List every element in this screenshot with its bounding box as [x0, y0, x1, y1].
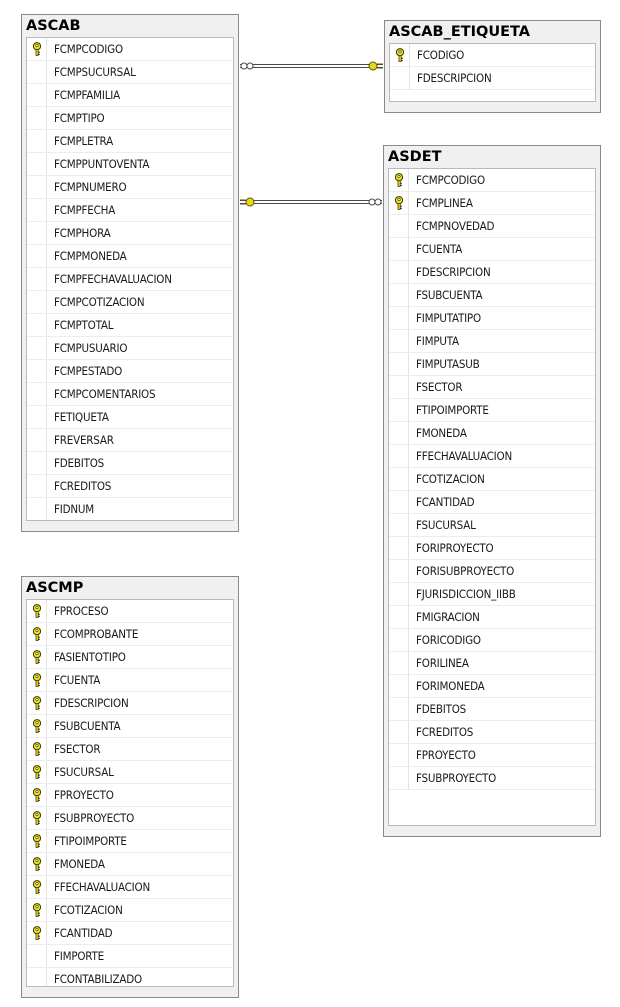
column-name: FCONTABILIZADO [54, 972, 142, 986]
relationship-ascab-to-asdet[interactable] [240, 198, 382, 206]
column-name: FFECHAVALUACION [416, 449, 512, 463]
column-name: FETIQUETA [54, 410, 109, 424]
column-name: FSECTOR [416, 380, 463, 394]
column-name: FIDNUM [54, 502, 95, 516]
table-title: ASDET [388, 149, 442, 165]
column-name: FMONEDA [416, 426, 467, 440]
column-name: FCMPLETRA [54, 134, 113, 148]
column-name: FSUBCUENTA [416, 288, 483, 302]
column-name: FCANTIDAD [54, 926, 113, 940]
column-name: FCODIGO [417, 48, 465, 62]
column-name: FPROYECTO [54, 788, 114, 802]
many-end-icon [369, 199, 381, 205]
column-name: FIMPUTATIPO [416, 311, 481, 325]
column-name: FTIPOIMPORTE [54, 834, 127, 848]
column-name: FDEBITOS [54, 456, 105, 470]
column-name: FCOMPROBANTE [54, 627, 139, 641]
column-name: FCREDITOS [416, 725, 474, 739]
column-name: FCREDITOS [54, 479, 112, 493]
column-name: FORIPROYECTO [416, 541, 494, 555]
column-name: FCUENTA [416, 242, 463, 256]
column-name: FCMPCOMENTARIOS [54, 387, 156, 401]
column-name: FSUBPROYECTO [416, 771, 497, 785]
column-name: FIMPUTA [416, 334, 459, 348]
column-name: FSECTOR [54, 742, 101, 756]
column-name: FCMPSUCURSAL [54, 65, 136, 79]
column-name: FCMPFAMILIA [54, 88, 120, 102]
column-name: FCMPFECHAVALUACION [54, 272, 172, 286]
column-name: FTIPOIMPORTE [416, 403, 489, 417]
column-name: FCMPHORA [54, 226, 111, 240]
column-name: FPROYECTO [416, 748, 476, 762]
column-name: FSUCURSAL [416, 518, 476, 532]
column-name: FCMPESTADO [54, 364, 123, 378]
column-name: FDEBITOS [416, 702, 467, 716]
column-name: FCUENTA [54, 673, 101, 687]
table-title: ASCAB [26, 18, 81, 34]
many-end-icon [241, 63, 253, 69]
column-name: FCMPTOTAL [54, 318, 114, 332]
column-name: FCANTIDAD [416, 495, 475, 509]
column-name: FJURISDICCION_IIBB [416, 587, 516, 601]
column-name: FCMPNOVEDAD [416, 219, 495, 233]
column-name: FIMPORTE [54, 949, 104, 963]
column-name: FIMPUTASUB [416, 357, 480, 371]
column-name: FCMPNUMERO [54, 180, 127, 194]
column-name: FCOTIZACION [54, 903, 123, 917]
column-name: FREVERSAR [54, 433, 114, 447]
column-name: FDESCRIPCION [416, 265, 491, 279]
column-name: FSUCURSAL [54, 765, 114, 779]
column-name: FCMPFECHA [54, 203, 116, 217]
column-name: FORILINEA [416, 656, 469, 670]
column-name: FCMPCOTIZACION [54, 295, 145, 309]
column-name: FCMPUSUARIO [54, 341, 128, 355]
column-name: FSUBPROYECTO [54, 811, 135, 825]
key-end-icon [369, 62, 383, 70]
relationship-ascab-to-ascab-etiqueta[interactable] [240, 62, 383, 70]
column-name: FCMPPUNTOVENTA [54, 157, 150, 171]
column-name: FORIMONEDA [416, 679, 485, 693]
column-name: FPROCESO [54, 604, 109, 618]
key-end-icon [240, 198, 254, 206]
column-name: FCMPTIPO [54, 111, 105, 125]
column-name: FCMPMONEDA [54, 249, 127, 263]
column-name: FCOTIZACION [416, 472, 485, 486]
table-title: ASCMP [26, 580, 84, 596]
column-name: FSUBCUENTA [54, 719, 121, 733]
column-name: FORISUBPROYECTO [416, 564, 515, 578]
column-name: FORICODIGO [416, 633, 481, 647]
column-name: FDESCRIPCION [54, 696, 129, 710]
column-name: FFECHAVALUACION [54, 880, 150, 894]
column-name: FCMPCODIGO [416, 173, 485, 187]
column-name: FCMPLINEA [416, 196, 473, 210]
table-title: ASCAB_ETIQUETA [389, 24, 531, 40]
column-name: FDESCRIPCION [417, 71, 492, 85]
column-name: FCMPCODIGO [54, 42, 123, 56]
column-name: FMIGRACION [416, 610, 480, 624]
column-name: FASIENTOTIPO [54, 650, 126, 664]
column-name: FMONEDA [54, 857, 105, 871]
